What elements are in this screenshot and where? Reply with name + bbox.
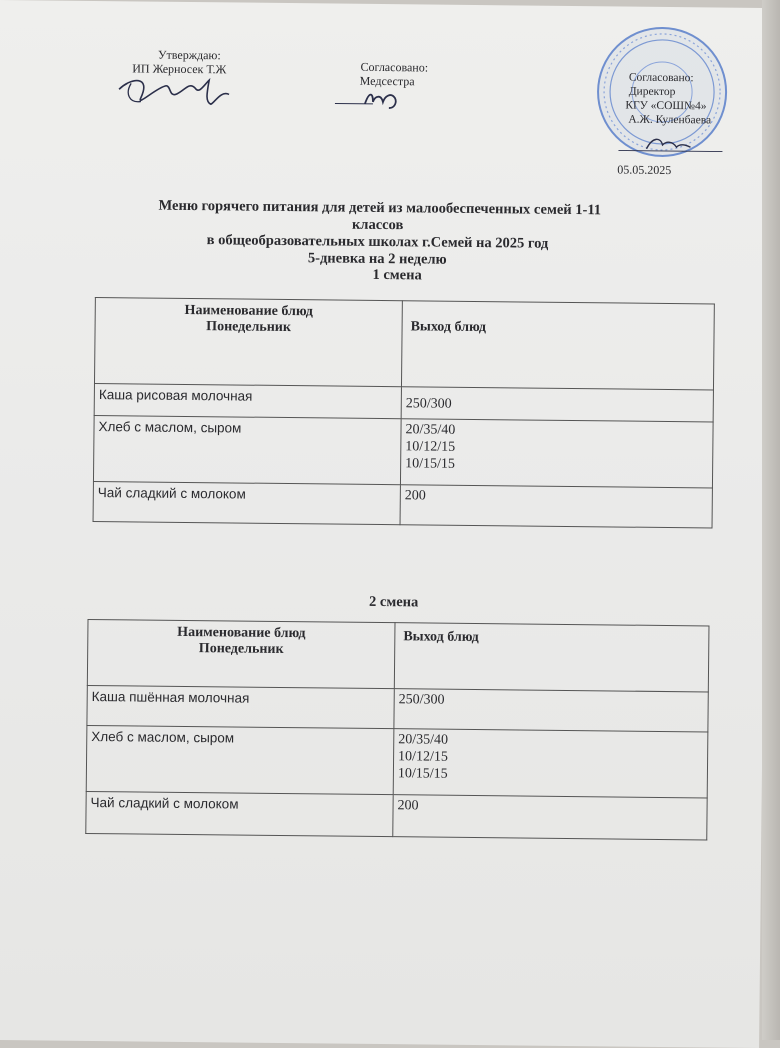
agreed-dir-org: КГУ «СОШ№4» [611,98,721,113]
table-header-row [87,619,709,691]
dish-output [400,419,713,488]
dish-output-line: 200 [397,797,702,817]
col-dish-name-line-1: Наименование блюд [100,302,398,321]
table-row [87,685,708,732]
dish-name: Каша пшённая молочная [87,685,394,728]
shift-2-label: 2 смена [294,593,494,612]
col-dish-name-line-1: Наименование блюд [92,624,390,643]
page-edge-shadow [762,0,780,1040]
dish-name: Хлеб с маслом, сыром [93,416,401,485]
title-line-1: Меню горячего питания для детей из малообеспеченных семей 1-11 [110,197,650,219]
dish-output-line: 10/15/15 [398,765,703,785]
dish-output [394,689,708,732]
table-row [93,482,712,528]
col-output-header: Выход блюд [394,623,709,692]
dish-output [393,795,707,840]
title-line-2: классов [118,214,638,235]
dish-output-line: 250/300 [406,395,709,415]
title-line-3: в общеобразовательных школах г.Семей на 2025 год [117,231,637,252]
dish-name: Каша рисовая молочная [94,384,401,419]
dish-output-line: 10/12/15 [405,438,708,458]
dish-output [393,729,708,798]
signature-approved-icon [111,67,241,112]
signature-director-icon [616,130,726,157]
table-row [93,416,713,488]
signature-nurse-icon [333,85,413,112]
title-line-4: 5-дневка на 2 неделю [117,248,637,269]
approved-label: Утверждаю: [139,47,239,62]
dish-output-line: 20/35/40 [398,731,703,751]
dish-output-line: 20/35/40 [405,421,708,441]
dish-name: Чай сладкий с молоком [86,791,393,836]
agreed-dir-label: Согласовано: [611,70,711,85]
col-output-header: Выход блюд [401,301,714,390]
dish-output-line: 200 [405,487,708,507]
table-row [86,791,707,840]
dish-output [400,485,712,528]
dish-output-line: 10/12/15 [398,748,703,768]
dish-output-line: 250/300 [399,691,704,711]
col-dish-name-line-2: Понедельник [100,318,398,337]
document-date: 05.05.2025 [604,162,684,177]
col-dish-name-header [87,619,395,688]
table-header-row [94,298,714,390]
menu-table-shift-2 [85,619,709,841]
agreed-dir-role: Директор [607,84,697,99]
agreed-nurse-label: Согласовано: [349,60,439,75]
agreed-dir-name: А.Ж. Куленбаева [611,112,729,127]
dish-name: Чай сладкий с молоком [93,482,400,525]
table-row [86,725,708,797]
col-dish-name-header [94,298,402,387]
col-dish-name-line-2: Понедельник [92,640,390,659]
approved-name: ИП Жерносек Т.Ж [109,61,249,76]
dish-output-line: 10/15/15 [405,455,708,475]
agreed-nurse-role: Медсестра [347,74,427,89]
dish-name: Хлеб с маслом, сыром [86,725,394,794]
menu-table-shift-1 [93,297,715,528]
dish-output [401,387,713,422]
shift-1-label: 1 смена [297,266,497,285]
